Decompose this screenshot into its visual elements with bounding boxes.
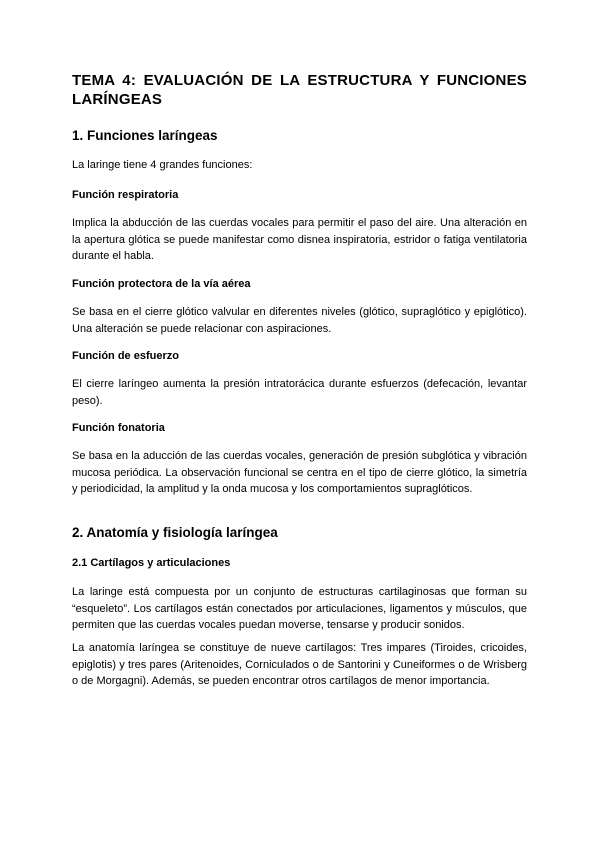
esfuerzo-heading: Función de esfuerzo xyxy=(72,350,179,362)
section-1-heading: 1. Funciones laríngeas xyxy=(72,128,218,143)
protectora-text: Se basa en el cierre glótico valvular en diferentes niveles (glótico, supraglótico y epiglótico). Una alteración se puede relacionar con aspiraciones. xyxy=(72,306,527,335)
document-title: TEMA 4: EVALUACIÓN DE LA ESTRUCTURA Y FUNCIONES LARÍNGEAS xyxy=(72,72,527,108)
section-1-intro: La laringe tiene 4 grandes funciones: xyxy=(72,159,253,171)
cartilagos-paragraph-2: La anatomía laríngea se constituye de nueve cartílagos: Tres impares (Tiroides, cricoides, epiglotis) y tres pares (Aritenoides, Corniculados o de Santorini y Cuneiformes o de Wrisberg o de Morgagni). Además, se pueden encontrar otros cartílagos de menor importancia. xyxy=(72,642,527,688)
respiratoria-heading: Función respiratoria xyxy=(72,189,179,201)
fonatoria-text: Se basa en la aducción de las cuerdas vocales, generación de presión subglótica y vibración mucosa periódica. La observación funcional se centra en el tipo de cierre glótico, la simetría y periodicidad, la amplitud y la onda mucosa y los comportamientos supraglóticos. xyxy=(72,450,527,496)
cartilagos-heading: 2.1 Cartílagos y articulaciones xyxy=(72,557,231,569)
protectora-heading: Función protectora de la vía aérea xyxy=(72,278,251,290)
esfuerzo-text: El cierre laríngeo aumenta la presión intratorácica durante esfuerzos (defecación, levantar peso). xyxy=(72,378,527,407)
section-2-heading: 2. Anatomía y fisiología laríngea xyxy=(72,525,278,540)
respiratoria-text: Implica la abducción de las cuerdas vocales para permitir el paso del aire. Una alteración en la apertura glótica se puede manifestar como disnea inspiratoria, estridor o fatiga ventilatoria durante el habla. xyxy=(72,217,527,263)
cartilagos-paragraph-1: La laringe está compuesta por un conjunto de estructuras cartilaginosas que forman su “esqueleto”. Los cartílagos están conectados por articulaciones, ligamentos y músculos, que permiten que las cuerdas vocales puedan moverse, tensarse y producir sonidos. xyxy=(72,586,527,632)
fonatoria-heading: Función fonatoria xyxy=(72,422,165,434)
